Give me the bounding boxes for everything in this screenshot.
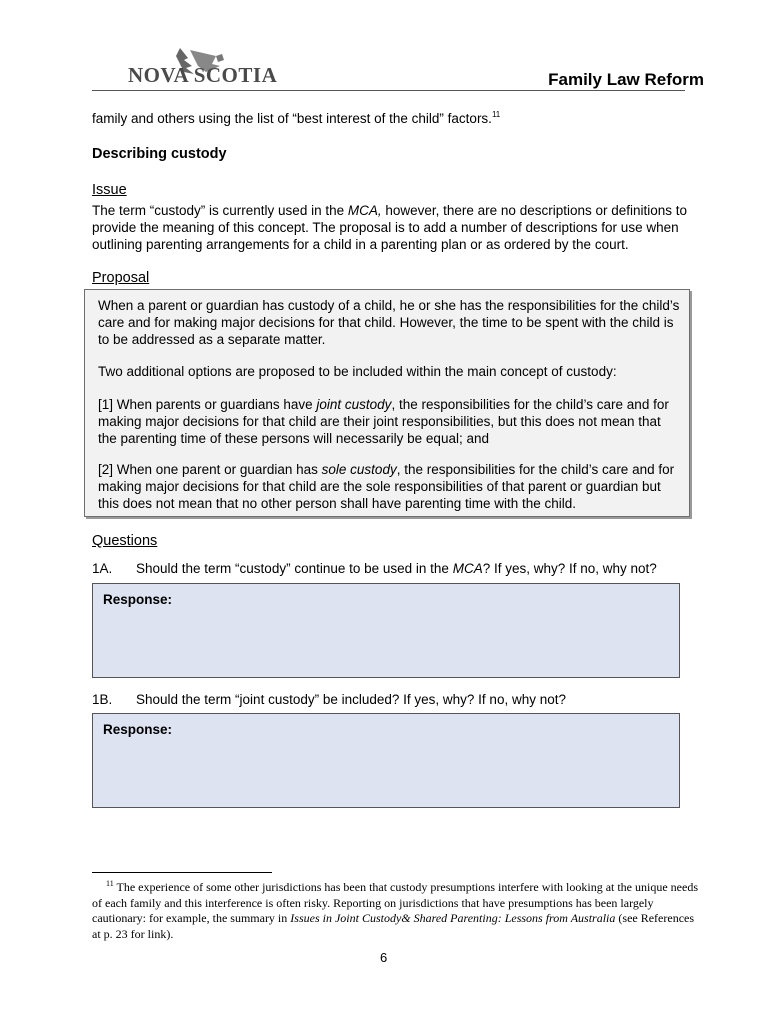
intro-text: family and others using the list of “best interest of the child” factors. bbox=[92, 111, 492, 126]
header-divider bbox=[92, 90, 685, 91]
proposal-para-4 bbox=[98, 461, 680, 512]
footnote-divider bbox=[92, 872, 272, 873]
issue-text-part: however, there are no descriptions or definitions to provide the meaning of this concept. The proposal is to add a number of descriptions for use when outlining parenting arrangements for a child in a parenting plan or as ordered by the court. bbox=[92, 203, 688, 252]
nova-scotia-logo bbox=[128, 46, 278, 88]
footnote-ref: 11 bbox=[491, 110, 501, 119]
response-field-1b[interactable] bbox=[92, 713, 680, 808]
question-text bbox=[136, 561, 657, 576]
proposal-text-italic: sole custody bbox=[321, 462, 397, 477]
footnote-number: 11 bbox=[106, 879, 114, 888]
footnote-text-part: The experience of some other jurisdictions has been that custody presumptions interfere with looking at the unique needs of each family and this interference is often risky. Reporting on jurisdictions that have presumptions has been largely cautionary: for example, the summary in bbox=[92, 880, 698, 925]
question-number: 1A. bbox=[92, 561, 113, 576]
footnote bbox=[92, 880, 702, 942]
proposal-box bbox=[84, 289, 690, 517]
proposal-heading: Proposal bbox=[92, 270, 150, 286]
issue-text-part: The term “custody” is currently used in the bbox=[92, 203, 348, 218]
question-text-part: Should the term “custody” continue to be used in the bbox=[136, 561, 453, 576]
proposal-text-part: [1] When parents or guardians have bbox=[98, 397, 317, 412]
question-text bbox=[136, 692, 566, 707]
proposal-text-italic: joint custody bbox=[316, 397, 392, 412]
question-1a bbox=[92, 561, 692, 579]
footnote-text-part: (see References at p. 23 for link). bbox=[92, 911, 695, 941]
issue-heading: Issue bbox=[92, 182, 127, 198]
section-heading: Describing custody bbox=[92, 146, 227, 162]
issue-paragraph bbox=[92, 202, 712, 253]
proposal-text-part: [2] When one parent or guardian has bbox=[98, 462, 322, 477]
question-number: 1B. bbox=[92, 692, 113, 707]
logo-text: NOVA SCOTIA bbox=[128, 63, 278, 87]
question-text-part: Should the term “joint custody” be included? If yes, why? If no, why not? bbox=[136, 692, 566, 707]
question-1b bbox=[92, 692, 692, 710]
footnote-text-italic: Issues in Joint Custody& Shared Parenting: Lessons from Australia bbox=[290, 911, 616, 925]
intro-line bbox=[92, 110, 500, 127]
page-number: 6 bbox=[380, 950, 388, 965]
proposal-para-2: Two additional options are proposed to be included within the main concept of custody: bbox=[98, 364, 617, 379]
proposal-para-1: When a parent or guardian has custody of a child, he or she has the responsibilities for the child’s care and for making major decisions for that child. However, the time to be spent with the child is to be addressed as a separate matter. bbox=[98, 298, 680, 347]
questions-heading: Questions bbox=[92, 533, 158, 549]
response-field-1a[interactable] bbox=[92, 583, 680, 678]
page-header-title: Family Law Reform bbox=[548, 70, 704, 89]
proposal-text-part: , the responsibilities for the child’s care and for making major decisions for that child are their joint responsibilities, but this does not mean that the parenting time of these persons will necessarily be equal; and bbox=[98, 397, 669, 446]
question-text-italic: MCA bbox=[452, 561, 483, 576]
question-text-part: ? If yes, why? If no, why not? bbox=[482, 561, 657, 576]
proposal-para-3 bbox=[98, 396, 680, 447]
proposal-text-part: , the responsibilities for the child’s care and for making major decisions for that child are the sole responsibilities of that parent or guardian but this does not mean that no other person shall have parenting time with the child. bbox=[98, 462, 675, 511]
issue-text-italic: MCA, bbox=[347, 203, 382, 218]
response-label: Response: bbox=[103, 592, 173, 607]
response-label: Response: bbox=[103, 722, 173, 737]
